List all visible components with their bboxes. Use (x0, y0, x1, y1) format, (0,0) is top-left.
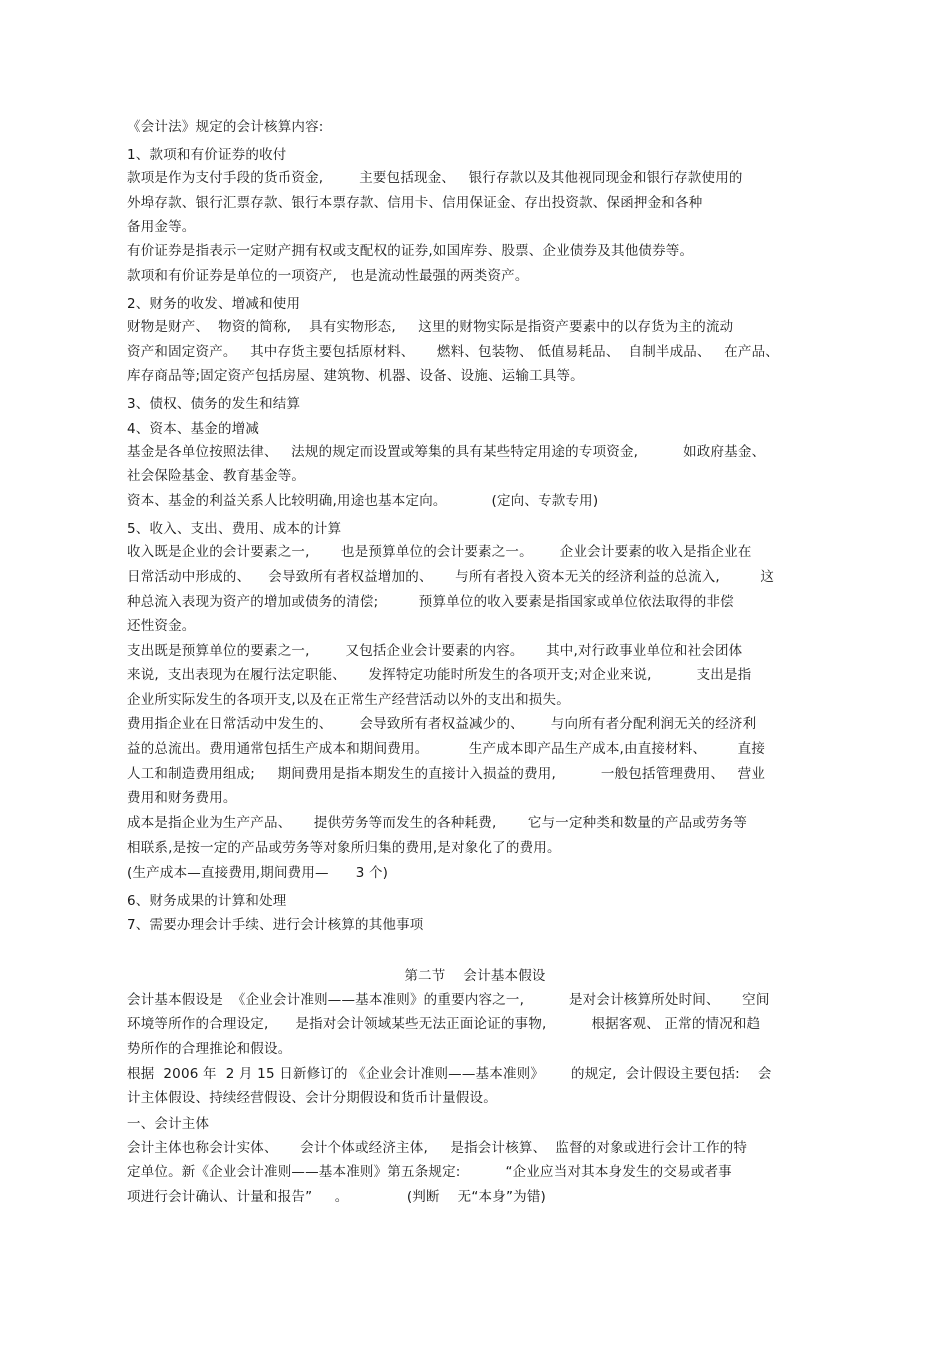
text-line: 收入既是企业的会计要素之一, 也是预算单位的会计要素之一。 企业会计要素的收入是指企业在 (127, 544, 752, 560)
text-line: 资产和固定资产。 其中存货主要包括原材料、 燃料、包装物、 低值易耗品、 自制半成品、 在产品、 (127, 344, 779, 360)
text-line: 1、款项和有价证券的收付 (127, 147, 287, 163)
text-line: 来说, 支出表现为在履行法定职能、 发挥特定功能时所发生的各项开支;对企业来说, 支出是指 (127, 667, 752, 683)
text-line: 费用指企业在日常活动中发生的、 会导致所有者权益减少的、 与向所有者分配利润无关的经济利 (127, 716, 757, 732)
text-line: 一、会计主体 (127, 1116, 210, 1132)
text-line: (生产成本—直接费用,期间费用— 3 个) (127, 865, 389, 881)
text-line: 环境等所作的合理设定, 是指对会计领域某些无法正面论证的事物, 根据客观、 正常的情况和趋 (127, 1016, 761, 1032)
text-line: 6、财务成果的计算和处理 (127, 893, 287, 909)
text-line: 计主体假设、持续经营假设、会计分期假设和货币计量假设。 (127, 1090, 497, 1106)
text-line: 外埠存款、银行汇票存款、银行本票存款、信用卡、信用保证金、存出投资款、保函押金和各种 (127, 195, 703, 211)
text-line: 种总流入表现为资产的增加或债务的清偿; 预算单位的收入要素是指国家或单位依法取得的非偿 (127, 594, 734, 610)
text-line: 支出既是预算单位的要素之一, 又包括企业会计要素的内容。 其中,对行政事业单位和社会团体 (127, 643, 743, 659)
text-line: 益的总流出。费用通常包括生产成本和期间费用。 生产成本即产品生产成本,由直接材料、 直接 (127, 741, 766, 757)
text-line: 基金是各单位按照法律、 法规的规定而设置或筹集的具有某些特定用途的专项资金, 如政府基金、 (127, 444, 766, 460)
text-line: 项进行会计确认、计量和报告” 。 (判断 无“本身”为错) (127, 1189, 547, 1205)
text-line: 3、债权、债务的发生和结算 (127, 396, 301, 412)
text-line: 款项是作为支付手段的货币资金, 主要包括现金、 银行存款以及其他视同现金和银行存款使用的 (127, 170, 743, 186)
text-line: 会计基本假设是 《企业会计准则——基本准则》的重要内容之一, 是对会计核算所处时间、 空间 (127, 992, 770, 1008)
section-heading: 第二节 会计基本假设 (404, 968, 546, 984)
text-line: 会计主体也称会计实体、 会计个体或经济主体, 是指会计核算、 监督的对象或进行会计工作的特 (127, 1140, 748, 1156)
text-line: 定单位。新《企业会计准则——基本准则》第五条规定: “企业应当对其本身发生的交易或者事 (127, 1164, 732, 1180)
text-line: 7、需要办理会计手续、进行会计核算的其他事项 (127, 917, 424, 933)
text-line: 备用金等。 (127, 219, 196, 235)
text-line: 相联系,是按一定的产品或劳务等对象所归集的费用,是对象化了的费用。 (127, 840, 561, 856)
text-line: 日常活动中形成的、 会导致所有者权益增加的、 与所有者投入资本无关的经济利益的总流入, 这 (127, 569, 775, 585)
text-line: 5、收入、支出、费用、成本的计算 (127, 521, 342, 537)
text-line: 社会保险基金、教育基金等。 (127, 468, 306, 484)
text-line: 还性资金。 (127, 618, 196, 634)
text-line: 根据 2006 年 2 月 15 日新修订的 《企业会计准则——基本准则》 的规定, 会计假设主要包括: 会 (127, 1066, 772, 1082)
text-line: 《会计法》规定的会计核算内容: (127, 119, 324, 135)
text-line: 财物是财产、 物资的简称, 具有实物形态, 这里的财物实际是指资产要素中的以存货为主的流动 (127, 319, 734, 335)
text-line: 库存商品等;固定资产包括房屋、建筑物、机器、设备、设施、运输工具等。 (127, 368, 584, 384)
text-line: 款项和有价证券是单位的一项资产, 也是流动性最强的两类资产。 (127, 268, 529, 284)
text-line: 2、财务的收发、增减和使用 (127, 296, 301, 312)
text-line: 4、资本、基金的增减 (127, 421, 260, 437)
text-line: 成本是指企业为生产产品、 提供劳务等而发生的各种耗费, 它与一定种类和数量的产品或劳务等 (127, 815, 748, 831)
text-line: 人工和制造费用组成; 期间费用是指本期发生的直接计入损益的费用, 一般包括管理费用、 营业 (127, 766, 766, 782)
text-line: 企业所实际发生的各项开支,以及在正常生产经营活动以外的支出和损失。 (127, 692, 570, 708)
text-line: 势所作的合理推论和假设。 (127, 1041, 292, 1057)
text-line: 费用和财务费用。 (127, 790, 237, 806)
text-line: 有价证券是指表示一定财产拥有权或支配权的证券,如国库券、股票、企业债券及其他债券等。 (127, 243, 694, 259)
text-line: 资本、基金的利益关系人比较明确,用途也基本定向。 (定向、专款专用) (127, 493, 599, 509)
